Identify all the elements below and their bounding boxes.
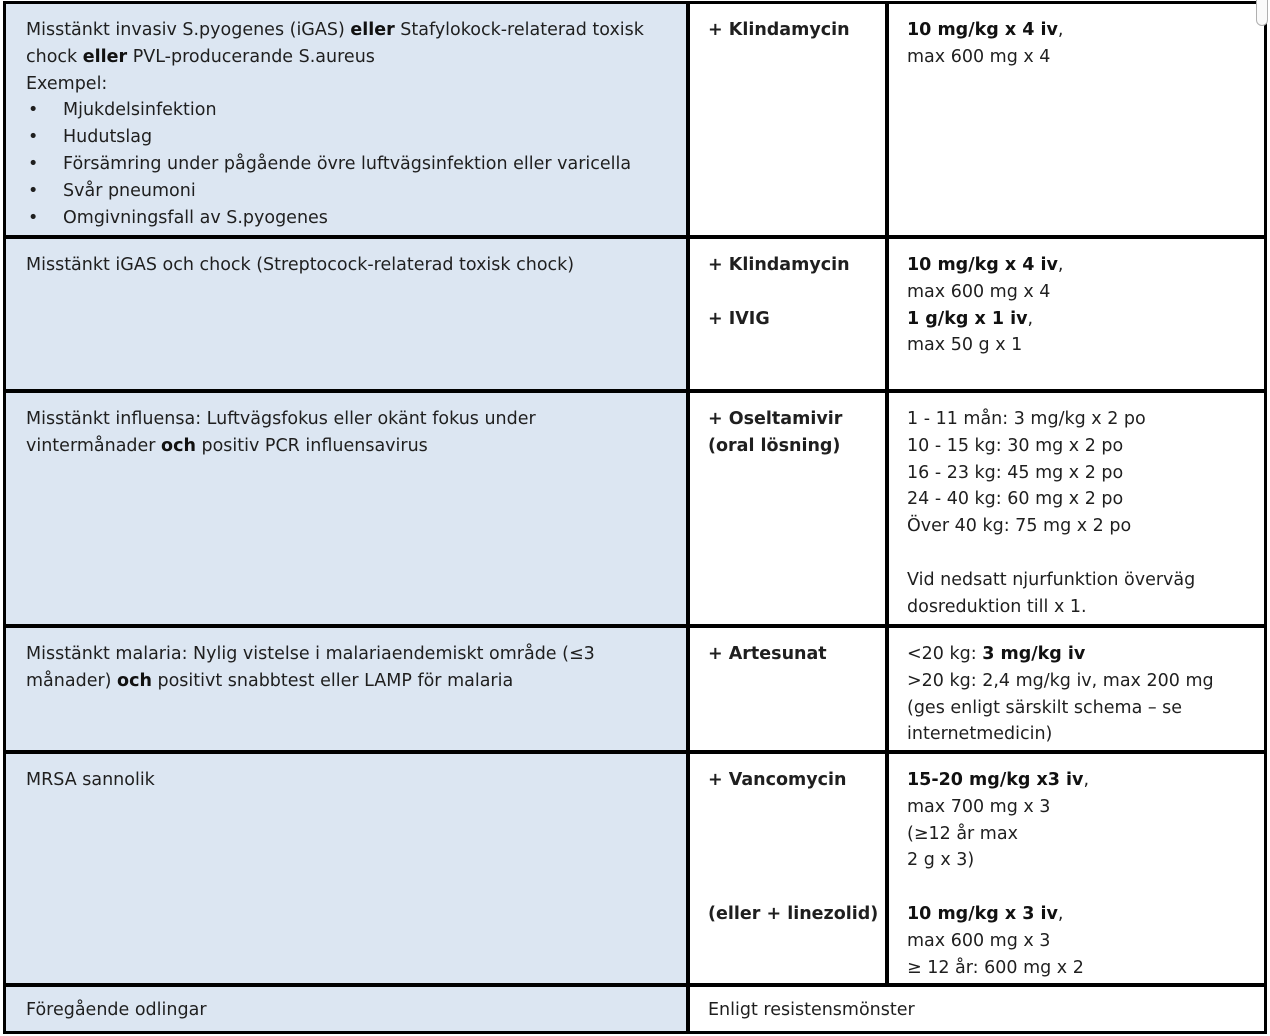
drug-cell xyxy=(690,393,885,624)
dose-line: 1 - 11 mån: 3 mg/kg x 2 po xyxy=(907,409,1146,429)
table-row xyxy=(6,393,1264,624)
dose-max: max 600 mg x 4 xyxy=(907,281,1051,302)
drug-name: + IVIG xyxy=(708,308,770,329)
table-row xyxy=(6,628,1264,750)
condition-cell xyxy=(6,393,686,624)
condition-text: vintermånader och positiv PCR influensavirus xyxy=(26,435,428,456)
dose-text: 1 g/kg x 1 iv, xyxy=(907,308,1034,329)
condition-text: Misstänkt invasiv S.pyogenes (iGAS) eller Stafylokock-relaterad toxisk xyxy=(26,20,644,40)
drug-cell xyxy=(690,628,885,750)
drug-cell xyxy=(690,4,885,235)
dose-cell xyxy=(889,4,1264,235)
bullet-icon: • xyxy=(28,100,39,121)
dose-note: Vid nedsatt njurfunktion överväg xyxy=(907,569,1196,590)
scroll-handle[interactable] xyxy=(1256,0,1268,26)
dose-note: dosreduktion till x 1. xyxy=(907,596,1087,617)
dose-line: 16 - 23 kg: 45 mg x 2 po xyxy=(907,462,1124,483)
drug-cell xyxy=(690,754,885,983)
condition-cell xyxy=(6,754,686,983)
treatment-text: Enligt resistensmönster xyxy=(708,1000,915,1020)
drug-name: (eller + linezolid) xyxy=(708,903,879,924)
dose-line: ≥ 12 år: 600 mg x 2 xyxy=(907,957,1084,978)
treatment-cell xyxy=(690,987,1264,1031)
condition-cell xyxy=(6,239,686,389)
dose-line: 2 g x 3) xyxy=(907,850,975,871)
bullet-icon: • xyxy=(28,153,39,174)
condition-cell xyxy=(6,987,686,1031)
drug-name: + Artesunat xyxy=(708,644,827,664)
dose-text: 10 mg/kg x 4 iv, xyxy=(907,255,1064,275)
dose-line: internetmedicin) xyxy=(907,724,1053,745)
dose-max: max 50 g x 1 xyxy=(907,335,1023,356)
condition-text: månader) och positivt snabbtest eller LAMP för malaria xyxy=(26,670,514,691)
bullet-icon: • xyxy=(28,207,39,228)
dose-cell xyxy=(889,754,1264,983)
dose-line: (ges enligt särskilt schema – se xyxy=(907,697,1183,718)
drug-name: + Oseltamivir xyxy=(708,409,843,429)
dose-line: max 700 mg x 3 xyxy=(907,796,1051,817)
bullet-icon: • xyxy=(28,127,39,148)
bullet-icon: • xyxy=(28,180,39,201)
list-item: • Svår pneumoni xyxy=(26,178,686,205)
table-row xyxy=(6,987,1264,1031)
list-item: • Försämring under pågående övre luftvägsinfektion eller varicella xyxy=(26,151,686,178)
condition-text: Misstänkt influensa: Luftvägsfokus eller okänt fokus under xyxy=(26,409,536,429)
list-item: • Omgivningsfall av S.pyogenes xyxy=(26,205,686,232)
drug-cell xyxy=(690,239,885,389)
condition-text: Misstänkt malaria: Nylig vistelse i malariaendemiskt område (≤3 xyxy=(26,644,595,664)
drug-name: + Vancomycin xyxy=(708,770,847,790)
drug-form: (oral lösning) xyxy=(708,435,841,456)
dose-text: 15-20 mg/kg x3 iv, xyxy=(907,770,1090,790)
dose-max: max 600 mg x 4 xyxy=(907,46,1051,67)
dose-line: >20 kg: 2,4 mg/kg iv, max 200 mg xyxy=(907,670,1214,691)
table-row xyxy=(6,4,1264,235)
dose-line: Över 40 kg: 75 mg x 2 po xyxy=(907,516,1132,537)
dose-text: 10 mg/kg x 4 iv, xyxy=(907,20,1064,40)
condition-text: Föregående odlingar xyxy=(26,1000,207,1020)
table-row xyxy=(6,239,1264,389)
dose-line: <20 kg: 3 mg/kg iv xyxy=(907,644,1086,664)
drug-name: + Klindamycin xyxy=(708,255,850,275)
dose-line: 10 - 15 kg: 30 mg x 2 po xyxy=(907,435,1124,456)
list-item: • Mjukdelsinfektion xyxy=(26,97,686,124)
examples-label: Exempel: xyxy=(26,73,108,94)
dose-cell xyxy=(889,239,1264,389)
examples-list xyxy=(26,97,686,231)
drug-name: + Klindamycin xyxy=(708,20,850,40)
condition-cell xyxy=(6,4,686,235)
dose-cell xyxy=(889,393,1264,624)
condition-text: chock eller PVL-producerande S.aureus xyxy=(26,46,375,67)
dose-cell xyxy=(889,628,1264,750)
treatment-table xyxy=(3,1,1267,1034)
dose-text: 10 mg/kg x 3 iv, xyxy=(907,903,1064,924)
condition-text: MRSA sannolik xyxy=(26,770,155,790)
table-row xyxy=(6,754,1264,983)
dose-line: (≥12 år max xyxy=(907,823,1018,844)
dose-line: max 600 mg x 3 xyxy=(907,930,1051,951)
dose-line: 24 - 40 kg: 60 mg x 2 po xyxy=(907,489,1124,510)
condition-text: Misstänkt iGAS och chock (Streptocock-relaterad toxisk chock) xyxy=(26,255,575,275)
condition-cell xyxy=(6,628,686,750)
list-item: • Hudutslag xyxy=(26,124,686,151)
